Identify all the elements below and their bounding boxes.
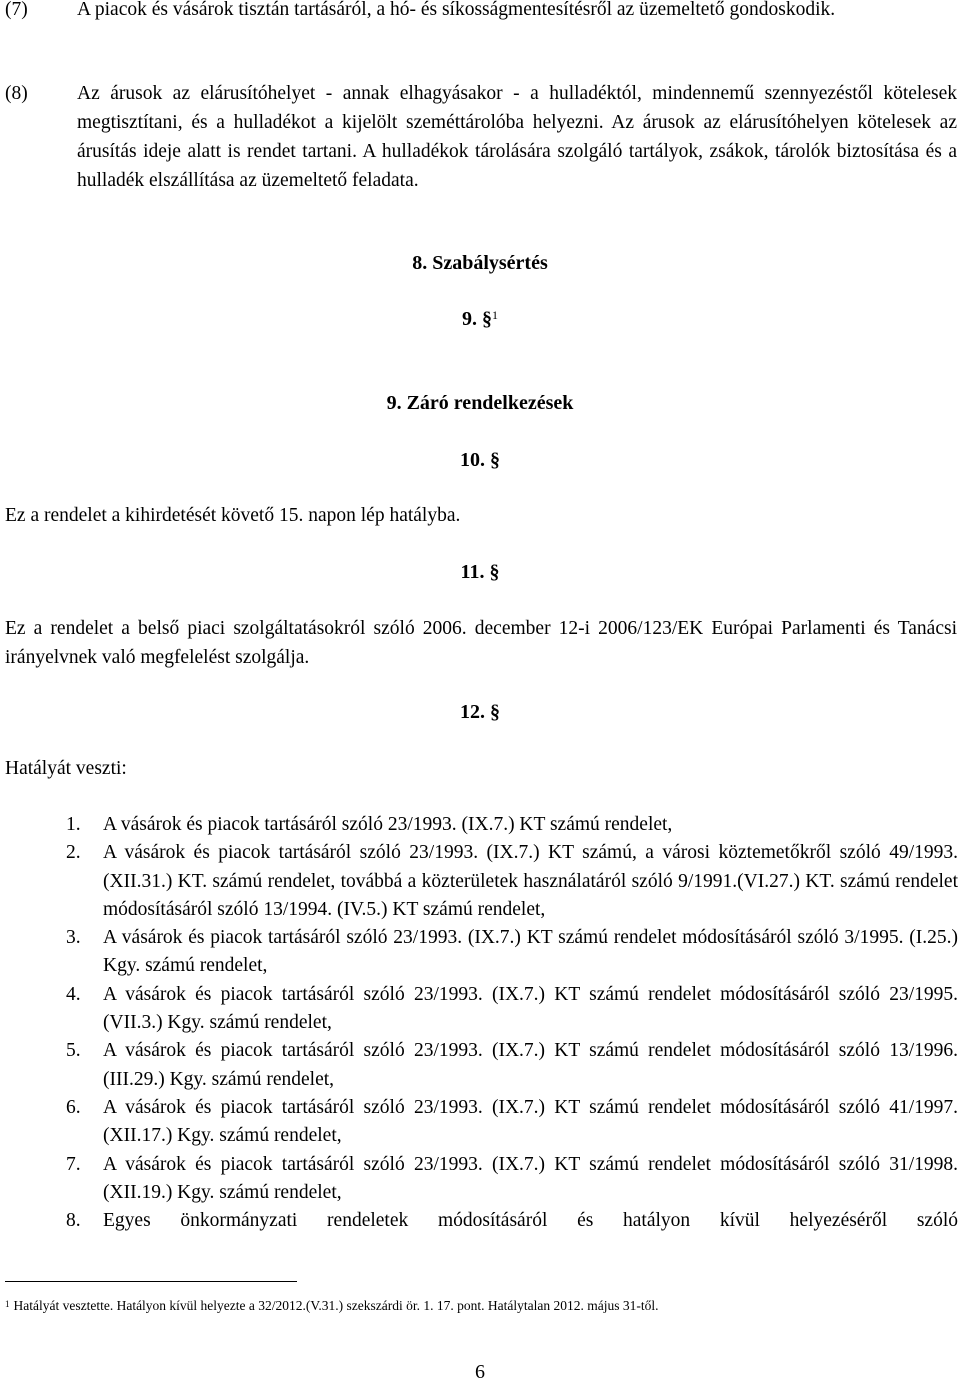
list-item	[66, 1094, 958, 1151]
list-item-number: 2.	[66, 842, 81, 864]
list-item-text: A vásárok és piacok tartásáról szóló 23/1993. (IX.7.) KT számú rendelet módosításáról szóló 23/1995. (VII.3.) Kgy. számú rendelet,	[103, 983, 958, 1034]
list-item-text: A vásárok és piacok tartásáról szóló 23/1993. (IX.7.) KT számú rendelet,	[103, 814, 673, 835]
section-mark-11: 11. §	[460, 561, 500, 583]
section-mark-label: 9. §	[462, 308, 492, 330]
section-heading-szabalysertes: 8. Szabálysértés	[412, 252, 548, 274]
list-item	[66, 981, 958, 1038]
list-item	[66, 1207, 958, 1235]
footnote-separator	[5, 1281, 297, 1282]
effective-date-text: Ez a rendelet a kihirdetését követő 15. napon lép hatályba.	[5, 505, 461, 526]
list-item-number: 6.	[66, 1096, 81, 1118]
footnote-marker: 1	[5, 1299, 10, 1309]
list-item	[66, 839, 958, 924]
list-item-number: 3.	[66, 927, 81, 949]
list-item-number: 1.	[66, 814, 81, 835]
list-item-number: 4.	[66, 983, 81, 1005]
list-item-text: Egyes önkormányzati rendeletek módosításáról és hatályon kívül helyezéséről szóló	[103, 1210, 958, 1232]
footnote-text: Hatályát vesztette. Hatályon kívül helyezte a 32/2012.(V.31.) szekszárdi ör. 1. 17. pont. Hatálytalan 2012. május 31-től.	[13, 1298, 659, 1313]
paragraph-number: (7)	[5, 0, 28, 20]
repealed-regulations-list	[66, 811, 958, 1235]
paragraph-text: A piacok és vásárok tisztán tartásáról, a hó- és síkosságmentesítésről az üzemeltető gondoskodik.	[77, 0, 836, 20]
section-heading-zaro-rendelkezesek: 9. Záró rendelkezések	[386, 392, 574, 414]
eu-directive-text: Ez a rendelet a belső piaci szolgáltatásokról szóló 2006. december 12-i 2006/123/EK Európai Parlamenti és Tanácsi irányelvnek való megfelelést szolgálja.	[5, 618, 957, 668]
page-number: 6	[475, 1361, 485, 1383]
list-item-number: 5.	[66, 1040, 81, 1062]
list-item-text: A vásárok és piacok tartásáról szóló 23/1993. (IX.7.) KT számú rendelet módosításáról szóló 41/1997. (XII.17.) Kgy. számú rendelet,	[103, 1096, 958, 1147]
list-item-text: A vásárok és piacok tartásáról szóló 23/1993. (IX.7.) KT számú, a városi köztemetőkről szóló 49/1993.(XII.31.) KT. számú rendelet, továbbá a közterületek használatáról szóló 9/1991.(VI.27.) KT. számú rendelet módosításáról szóló 13/1994. (IV.5.) KT számú rendelet,	[103, 842, 958, 920]
paragraph-number: (8)	[5, 83, 28, 104]
paragraph-text: Az árusok az elárusítóhelyet - annak elhagyásakor - a hulladéktól, mindennemű szennyezéstől kötelesek megtisztítani, és a hulladékot a kijelölt szeméttárolóba helyezni. Az árusok az elárusítóhelyen kötelesek az árusítás ideje alatt is rendet tartani. A hulladékok tárolására szolgáló tartályok, zsákok, tárolók biztosítása és a hulladék elszállítása az üzemeltető feladata.	[77, 83, 957, 191]
list-item	[66, 811, 958, 839]
section-mark-9	[0, 305, 960, 333]
list-item-text: A vásárok és piacok tartásáról szóló 23/1993. (IX.7.) KT számú rendelet módosításáról szóló 3/1995. (I.25.) Kgy. számú rendelet,	[103, 927, 958, 977]
section-mark-10: 10. §	[460, 449, 500, 471]
footnote-reference: 1	[492, 308, 498, 322]
section-mark-12: 12. §	[460, 701, 500, 723]
footnote	[5, 1296, 955, 1316]
repeal-intro: Hatályát veszti:	[5, 758, 127, 779]
list-item-number: 8.	[66, 1210, 81, 1232]
paragraph-7	[5, 0, 957, 24]
list-item	[66, 1037, 958, 1094]
list-item-number: 7.	[66, 1153, 81, 1175]
list-item	[66, 1151, 958, 1208]
list-item-text: A vásárok és piacok tartásáról szóló 23/1993. (IX.7.) KT számú rendelet módosításáról szóló 13/1996. (III.29.) Kgy. számú rendelet,	[103, 1040, 958, 1090]
list-item	[66, 924, 958, 981]
paragraph-8	[5, 79, 957, 195]
list-item-text: A vásárok és piacok tartásáról szóló 23/1993. (IX.7.) KT számú rendelet módosításáról szóló 31/1998. (XII.19.) Kgy. számú rendelet,	[103, 1153, 958, 1203]
